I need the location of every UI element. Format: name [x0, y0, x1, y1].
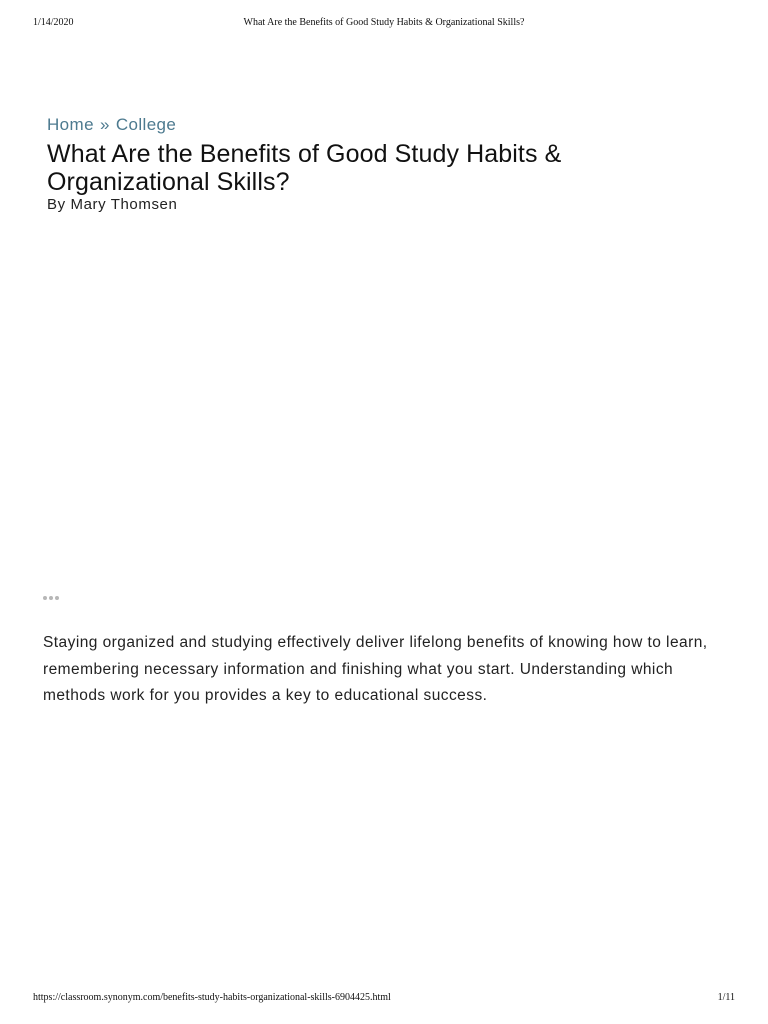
dot-1 — [43, 596, 47, 600]
breadcrumb-home-link[interactable]: Home — [47, 115, 94, 134]
article-byline: By Mary Thomsen — [47, 196, 178, 213]
print-date: 1/14/2020 — [33, 17, 74, 28]
breadcrumb-college-link[interactable]: College — [115, 115, 177, 134]
breadcrumb-separator: » — [99, 115, 110, 134]
print-header — [0, 17, 768, 31]
print-doc-title: What Are the Benefits of Good Study Habits & Organizational Skills? — [243, 17, 525, 28]
article-intro: Staying organized and studying effectively deliver lifelong benefits of knowing how to learn, remembering necessary information and finishing what you start. Understanding which methods work for you provides a key to educational success. — [43, 634, 708, 704]
print-footer — [0, 992, 768, 1006]
more-dots-icon[interactable] — [43, 596, 59, 600]
article-title: What Are the Benefits of Good Study Habits & Organizational Skills? — [47, 140, 562, 196]
breadcrumb — [47, 115, 176, 135]
dot-3 — [55, 596, 59, 600]
print-url: https://classroom.synonym.com/benefits-study-habits-organizational-skills-6904425.html — [33, 992, 391, 1003]
print-page-number: 1/11 — [717, 992, 735, 1003]
dot-2 — [49, 596, 53, 600]
